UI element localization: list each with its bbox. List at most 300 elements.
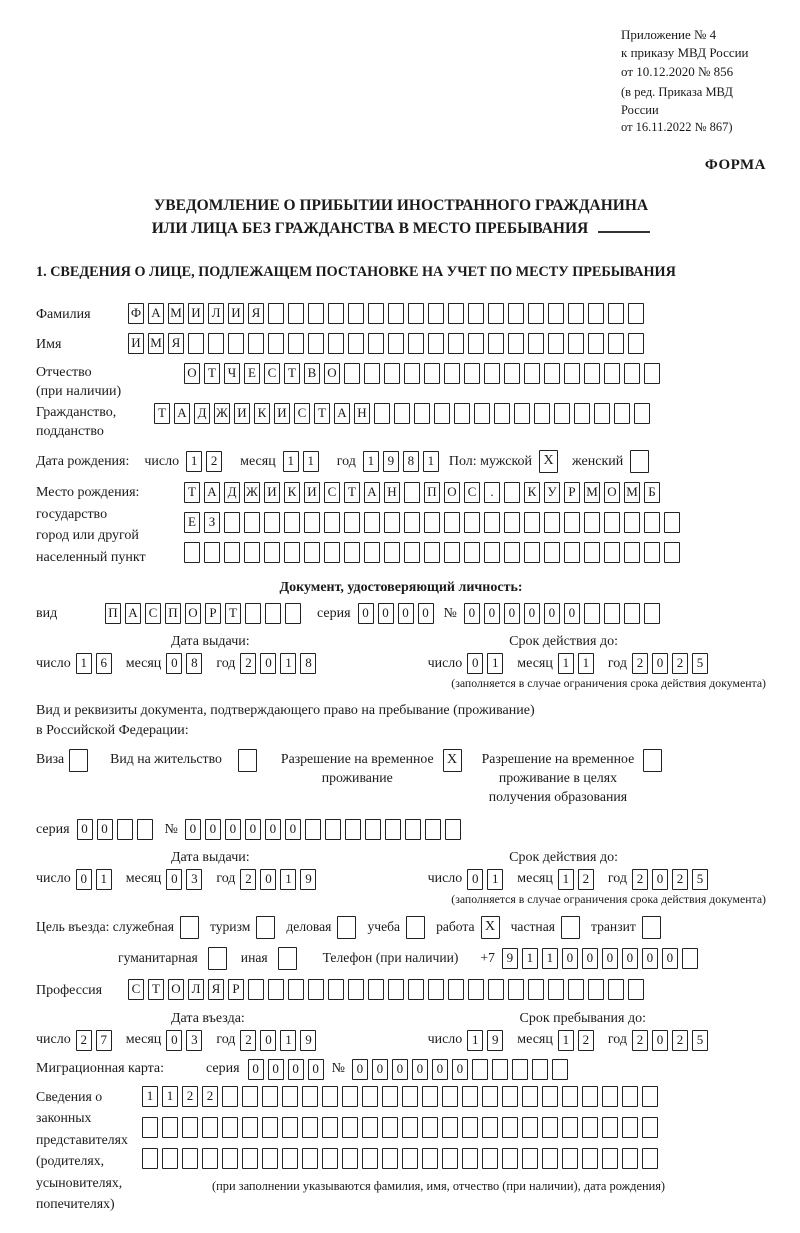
char-box[interactable] <box>492 1059 508 1080</box>
char-box[interactable]: Ч <box>224 363 240 384</box>
char-box[interactable] <box>142 1148 158 1169</box>
char-box[interactable] <box>454 403 470 424</box>
char-box[interactable]: 2 <box>578 1030 594 1051</box>
birth-month-input[interactable] <box>283 451 323 472</box>
char-box[interactable]: А <box>174 403 190 424</box>
char-box[interactable]: И <box>274 403 290 424</box>
char-box[interactable] <box>162 1148 178 1169</box>
char-box[interactable] <box>582 1117 598 1138</box>
char-box[interactable] <box>364 542 380 563</box>
char-box[interactable]: Е <box>184 512 200 533</box>
purpose-humanitarian-checkbox[interactable] <box>208 947 227 970</box>
char-box[interactable] <box>682 948 698 969</box>
char-box[interactable]: 0 <box>467 653 483 674</box>
char-box[interactable] <box>242 1086 258 1107</box>
char-box[interactable]: 9 <box>383 451 399 472</box>
char-box[interactable]: 1 <box>363 451 379 472</box>
char-box[interactable] <box>388 303 404 324</box>
char-box[interactable]: 0 <box>308 1059 324 1080</box>
char-box[interactable] <box>622 1117 638 1138</box>
char-box[interactable] <box>468 303 484 324</box>
char-box[interactable] <box>602 1086 618 1107</box>
stay-month-input[interactable] <box>558 1030 598 1051</box>
temp-residence-checkbox[interactable]: X <box>443 749 462 772</box>
char-box[interactable] <box>368 303 384 324</box>
char-box[interactable]: К <box>254 403 270 424</box>
char-box[interactable]: 0 <box>166 1030 182 1051</box>
char-box[interactable] <box>404 482 420 503</box>
citizenship-input[interactable] <box>154 403 654 424</box>
char-box[interactable] <box>342 1117 358 1138</box>
char-box[interactable]: 1 <box>142 1086 158 1107</box>
char-box[interactable] <box>308 333 324 354</box>
char-box[interactable]: Д <box>194 403 210 424</box>
char-box[interactable] <box>222 1117 238 1138</box>
char-box[interactable] <box>428 979 444 1000</box>
char-box[interactable]: Я <box>168 333 184 354</box>
char-box[interactable] <box>504 363 520 384</box>
char-box[interactable] <box>384 512 400 533</box>
char-box[interactable]: 1 <box>283 451 299 472</box>
char-box[interactable]: И <box>128 333 144 354</box>
char-box[interactable] <box>614 403 630 424</box>
char-box[interactable] <box>242 1117 258 1138</box>
char-box[interactable] <box>564 542 580 563</box>
char-box[interactable]: 1 <box>280 653 296 674</box>
char-box[interactable]: Н <box>354 403 370 424</box>
visa-checkbox[interactable] <box>69 749 88 772</box>
char-box[interactable]: 6 <box>96 653 112 674</box>
char-box[interactable] <box>564 512 580 533</box>
char-box[interactable]: 0 <box>652 869 668 890</box>
char-box[interactable]: С <box>128 979 144 1000</box>
char-box[interactable]: 1 <box>162 1086 178 1107</box>
char-box[interactable] <box>642 1117 658 1138</box>
purpose-tourism-checkbox[interactable] <box>256 916 275 939</box>
char-box[interactable] <box>288 303 304 324</box>
doc-number-input[interactable] <box>464 603 664 624</box>
char-box[interactable]: 9 <box>487 1030 503 1051</box>
doc-issue-day-input[interactable] <box>76 653 116 674</box>
char-box[interactable] <box>508 333 524 354</box>
char-box[interactable]: Т <box>148 979 164 1000</box>
char-box[interactable] <box>642 1086 658 1107</box>
char-box[interactable] <box>445 819 461 840</box>
char-box[interactable] <box>444 363 460 384</box>
char-box[interactable] <box>428 303 444 324</box>
char-box[interactable] <box>622 1086 638 1107</box>
char-box[interactable]: 0 <box>544 603 560 624</box>
char-box[interactable] <box>408 303 424 324</box>
char-box[interactable] <box>285 603 301 624</box>
char-box[interactable] <box>268 303 284 324</box>
purpose-work-checkbox[interactable]: X <box>481 916 500 939</box>
char-box[interactable] <box>204 542 220 563</box>
char-box[interactable] <box>504 512 520 533</box>
char-box[interactable]: 2 <box>240 869 256 890</box>
char-box[interactable]: А <box>204 482 220 503</box>
birth-place-line1-input[interactable] <box>184 482 684 503</box>
char-box[interactable] <box>422 1148 438 1169</box>
char-box[interactable] <box>322 1117 338 1138</box>
char-box[interactable] <box>262 1117 278 1138</box>
char-box[interactable] <box>542 1117 558 1138</box>
char-box[interactable] <box>442 1117 458 1138</box>
char-box[interactable]: И <box>234 403 250 424</box>
char-box[interactable] <box>542 1148 558 1169</box>
char-box[interactable] <box>422 1117 438 1138</box>
char-box[interactable] <box>245 603 261 624</box>
char-box[interactable] <box>262 1148 278 1169</box>
char-box[interactable] <box>488 303 504 324</box>
char-box[interactable]: 0 <box>245 819 261 840</box>
char-box[interactable] <box>594 403 610 424</box>
char-box[interactable] <box>494 403 510 424</box>
char-box[interactable] <box>368 333 384 354</box>
char-box[interactable]: 0 <box>268 1059 284 1080</box>
char-box[interactable] <box>162 1117 178 1138</box>
char-box[interactable] <box>634 403 650 424</box>
char-box[interactable]: 2 <box>632 653 648 674</box>
char-box[interactable]: М <box>148 333 164 354</box>
char-box[interactable]: 1 <box>467 1030 483 1051</box>
char-box[interactable] <box>622 1148 638 1169</box>
char-box[interactable] <box>522 1086 538 1107</box>
char-box[interactable] <box>484 512 500 533</box>
char-box[interactable] <box>488 979 504 1000</box>
char-box[interactable] <box>524 542 540 563</box>
migration-series-input[interactable] <box>248 1059 328 1080</box>
char-box[interactable]: 0 <box>285 819 301 840</box>
char-box[interactable]: 0 <box>392 1059 408 1080</box>
char-box[interactable]: 0 <box>504 603 520 624</box>
entry-year-input[interactable] <box>240 1030 320 1051</box>
representatives-line1-input[interactable] <box>142 1086 665 1107</box>
char-box[interactable] <box>222 1148 238 1169</box>
char-box[interactable]: 9 <box>300 1030 316 1051</box>
char-box[interactable]: М <box>624 482 640 503</box>
char-box[interactable]: 0 <box>97 819 113 840</box>
char-box[interactable] <box>528 303 544 324</box>
char-box[interactable] <box>265 603 281 624</box>
stay-day-input[interactable] <box>467 1030 507 1051</box>
char-box[interactable] <box>304 512 320 533</box>
char-box[interactable] <box>308 979 324 1000</box>
char-box[interactable]: 0 <box>564 603 580 624</box>
char-box[interactable]: 0 <box>76 869 92 890</box>
char-box[interactable] <box>282 1117 298 1138</box>
char-box[interactable] <box>264 542 280 563</box>
char-box[interactable] <box>534 403 550 424</box>
char-box[interactable] <box>472 1059 488 1080</box>
char-box[interactable] <box>308 303 324 324</box>
temp-residence-edu-checkbox[interactable] <box>643 749 662 772</box>
char-box[interactable] <box>444 512 460 533</box>
char-box[interactable]: С <box>294 403 310 424</box>
char-box[interactable] <box>328 979 344 1000</box>
given-name-input[interactable] <box>128 333 648 354</box>
char-box[interactable]: 3 <box>186 1030 202 1051</box>
permit-valid-year-input[interactable] <box>632 869 712 890</box>
char-box[interactable]: Т <box>225 603 241 624</box>
char-box[interactable]: 0 <box>464 603 480 624</box>
char-box[interactable] <box>582 1148 598 1169</box>
char-box[interactable]: 0 <box>358 603 374 624</box>
char-box[interactable] <box>544 542 560 563</box>
char-box[interactable] <box>434 403 450 424</box>
char-box[interactable] <box>488 333 504 354</box>
char-box[interactable]: 2 <box>672 869 688 890</box>
birth-year-input[interactable] <box>363 451 443 472</box>
char-box[interactable] <box>462 1086 478 1107</box>
char-box[interactable] <box>302 1148 318 1169</box>
char-box[interactable]: 1 <box>578 653 594 674</box>
char-box[interactable] <box>404 512 420 533</box>
permit-series-input[interactable] <box>77 819 157 840</box>
char-box[interactable] <box>588 303 604 324</box>
char-box[interactable] <box>548 303 564 324</box>
permit-number-input[interactable] <box>185 819 465 840</box>
char-box[interactable] <box>482 1086 498 1107</box>
char-box[interactable] <box>362 1148 378 1169</box>
char-box[interactable] <box>182 1148 198 1169</box>
char-box[interactable]: И <box>304 482 320 503</box>
char-box[interactable]: 0 <box>582 948 598 969</box>
char-box[interactable]: Р <box>205 603 221 624</box>
char-box[interactable] <box>584 363 600 384</box>
sex-female-checkbox[interactable] <box>630 450 649 473</box>
char-box[interactable] <box>228 333 244 354</box>
char-box[interactable] <box>468 979 484 1000</box>
char-box[interactable]: 0 <box>352 1059 368 1080</box>
char-box[interactable] <box>502 1086 518 1107</box>
char-box[interactable] <box>244 542 260 563</box>
char-box[interactable] <box>328 303 344 324</box>
char-box[interactable]: Я <box>208 979 224 1000</box>
char-box[interactable] <box>188 333 204 354</box>
char-box[interactable] <box>608 303 624 324</box>
char-box[interactable] <box>588 979 604 1000</box>
char-box[interactable] <box>382 1148 398 1169</box>
char-box[interactable] <box>664 542 680 563</box>
char-box[interactable] <box>624 542 640 563</box>
purpose-official-checkbox[interactable] <box>180 916 199 939</box>
char-box[interactable]: 2 <box>632 1030 648 1051</box>
char-box[interactable] <box>364 512 380 533</box>
phone-input[interactable] <box>502 948 702 969</box>
char-box[interactable]: Ф <box>128 303 144 324</box>
char-box[interactable] <box>484 363 500 384</box>
char-box[interactable] <box>344 512 360 533</box>
char-box[interactable] <box>584 603 600 624</box>
char-box[interactable] <box>224 542 240 563</box>
char-box[interactable] <box>117 819 133 840</box>
char-box[interactable] <box>512 1059 528 1080</box>
char-box[interactable]: 0 <box>166 653 182 674</box>
char-box[interactable]: А <box>125 603 141 624</box>
char-box[interactable] <box>282 1148 298 1169</box>
char-box[interactable]: 7 <box>96 1030 112 1051</box>
char-box[interactable] <box>444 542 460 563</box>
birth-day-input[interactable] <box>186 451 226 472</box>
char-box[interactable] <box>394 403 410 424</box>
char-box[interactable] <box>384 542 400 563</box>
purpose-private-checkbox[interactable] <box>561 916 580 939</box>
char-box[interactable] <box>262 1086 278 1107</box>
char-box[interactable]: 0 <box>378 603 394 624</box>
permit-issue-year-input[interactable] <box>240 869 320 890</box>
char-box[interactable] <box>548 333 564 354</box>
char-box[interactable] <box>405 819 421 840</box>
char-box[interactable] <box>584 512 600 533</box>
entry-day-input[interactable] <box>76 1030 116 1051</box>
char-box[interactable] <box>408 333 424 354</box>
char-box[interactable] <box>584 542 600 563</box>
char-box[interactable]: 2 <box>240 1030 256 1051</box>
char-box[interactable]: 1 <box>522 948 538 969</box>
char-box[interactable]: П <box>424 482 440 503</box>
char-box[interactable]: Р <box>228 979 244 1000</box>
doc-issue-year-input[interactable] <box>240 653 320 674</box>
char-box[interactable]: 0 <box>652 653 668 674</box>
char-box[interactable] <box>482 1117 498 1138</box>
char-box[interactable]: И <box>264 482 280 503</box>
char-box[interactable]: 1 <box>186 451 202 472</box>
char-box[interactable] <box>644 512 660 533</box>
char-box[interactable]: 2 <box>632 869 648 890</box>
char-box[interactable] <box>624 512 640 533</box>
char-box[interactable]: 8 <box>403 451 419 472</box>
char-box[interactable] <box>404 363 420 384</box>
char-box[interactable] <box>568 333 584 354</box>
char-box[interactable] <box>552 1059 568 1080</box>
char-box[interactable] <box>388 979 404 1000</box>
char-box[interactable]: Т <box>184 482 200 503</box>
char-box[interactable]: 0 <box>372 1059 388 1080</box>
char-box[interactable] <box>664 512 680 533</box>
char-box[interactable]: Я <box>248 303 264 324</box>
char-box[interactable]: 0 <box>288 1059 304 1080</box>
char-box[interactable]: Н <box>384 482 400 503</box>
char-box[interactable] <box>504 542 520 563</box>
char-box[interactable] <box>528 979 544 1000</box>
char-box[interactable]: 0 <box>225 819 241 840</box>
char-box[interactable] <box>644 542 660 563</box>
char-box[interactable] <box>562 1117 578 1138</box>
migration-number-input[interactable] <box>352 1059 572 1080</box>
char-box[interactable]: 1 <box>303 451 319 472</box>
char-box[interactable]: 0 <box>205 819 221 840</box>
representatives-line2-input[interactable] <box>142 1117 665 1138</box>
char-box[interactable]: 1 <box>558 1030 574 1051</box>
char-box[interactable]: 0 <box>265 819 281 840</box>
char-box[interactable] <box>425 819 441 840</box>
char-box[interactable] <box>362 1086 378 1107</box>
char-box[interactable] <box>324 512 340 533</box>
char-box[interactable]: 0 <box>652 1030 668 1051</box>
char-box[interactable] <box>428 333 444 354</box>
char-box[interactable]: 0 <box>418 603 434 624</box>
char-box[interactable]: А <box>148 303 164 324</box>
char-box[interactable] <box>404 542 420 563</box>
char-box[interactable] <box>282 1086 298 1107</box>
char-box[interactable] <box>424 512 440 533</box>
char-box[interactable]: Т <box>344 482 360 503</box>
char-box[interactable] <box>244 512 260 533</box>
char-box[interactable]: М <box>584 482 600 503</box>
permit-valid-month-input[interactable] <box>558 869 598 890</box>
char-box[interactable]: 0 <box>260 1030 276 1051</box>
char-box[interactable]: 1 <box>558 869 574 890</box>
char-box[interactable] <box>602 1148 618 1169</box>
char-box[interactable]: Л <box>208 303 224 324</box>
char-box[interactable]: 2 <box>182 1086 198 1107</box>
permit-valid-day-input[interactable] <box>467 869 507 890</box>
char-box[interactable] <box>422 1086 438 1107</box>
char-box[interactable] <box>288 979 304 1000</box>
char-box[interactable] <box>568 303 584 324</box>
char-box[interactable]: 9 <box>502 948 518 969</box>
char-box[interactable]: 0 <box>260 653 276 674</box>
char-box[interactable] <box>562 1086 578 1107</box>
char-box[interactable]: Л <box>188 979 204 1000</box>
char-box[interactable] <box>468 333 484 354</box>
char-box[interactable]: 8 <box>300 653 316 674</box>
char-box[interactable]: У <box>544 482 560 503</box>
char-box[interactable] <box>508 303 524 324</box>
char-box[interactable] <box>142 1117 158 1138</box>
char-box[interactable] <box>302 1086 318 1107</box>
char-box[interactable]: 2 <box>672 1030 688 1051</box>
char-box[interactable]: И <box>188 303 204 324</box>
char-box[interactable] <box>208 333 224 354</box>
char-box[interactable]: 2 <box>672 653 688 674</box>
stay-year-input[interactable] <box>632 1030 712 1051</box>
char-box[interactable]: О <box>604 482 620 503</box>
char-box[interactable]: А <box>364 482 380 503</box>
char-box[interactable] <box>202 1148 218 1169</box>
char-box[interactable] <box>342 1086 358 1107</box>
char-box[interactable] <box>628 333 644 354</box>
char-box[interactable]: Е <box>244 363 260 384</box>
char-box[interactable]: 2 <box>578 869 594 890</box>
char-box[interactable] <box>242 1148 258 1169</box>
doc-kind-input[interactable] <box>105 603 305 624</box>
char-box[interactable]: 3 <box>186 869 202 890</box>
char-box[interactable] <box>448 303 464 324</box>
char-box[interactable]: С <box>264 363 280 384</box>
char-box[interactable]: 0 <box>622 948 638 969</box>
char-box[interactable]: 1 <box>487 653 503 674</box>
char-box[interactable] <box>482 1148 498 1169</box>
char-box[interactable]: 1 <box>76 653 92 674</box>
birth-place-line2-input[interactable] <box>184 512 684 533</box>
char-box[interactable] <box>442 1086 458 1107</box>
doc-valid-day-input[interactable] <box>467 653 507 674</box>
char-box[interactable] <box>402 1117 418 1138</box>
char-box[interactable] <box>284 542 300 563</box>
char-box[interactable]: 0 <box>484 603 500 624</box>
char-box[interactable] <box>348 979 364 1000</box>
char-box[interactable] <box>268 333 284 354</box>
char-box[interactable] <box>248 979 264 1000</box>
char-box[interactable] <box>504 482 520 503</box>
char-box[interactable] <box>365 819 381 840</box>
purpose-study-checkbox[interactable] <box>406 916 425 939</box>
char-box[interactable]: В <box>304 363 320 384</box>
char-box[interactable] <box>564 363 580 384</box>
sex-male-checkbox[interactable]: X <box>539 450 558 473</box>
